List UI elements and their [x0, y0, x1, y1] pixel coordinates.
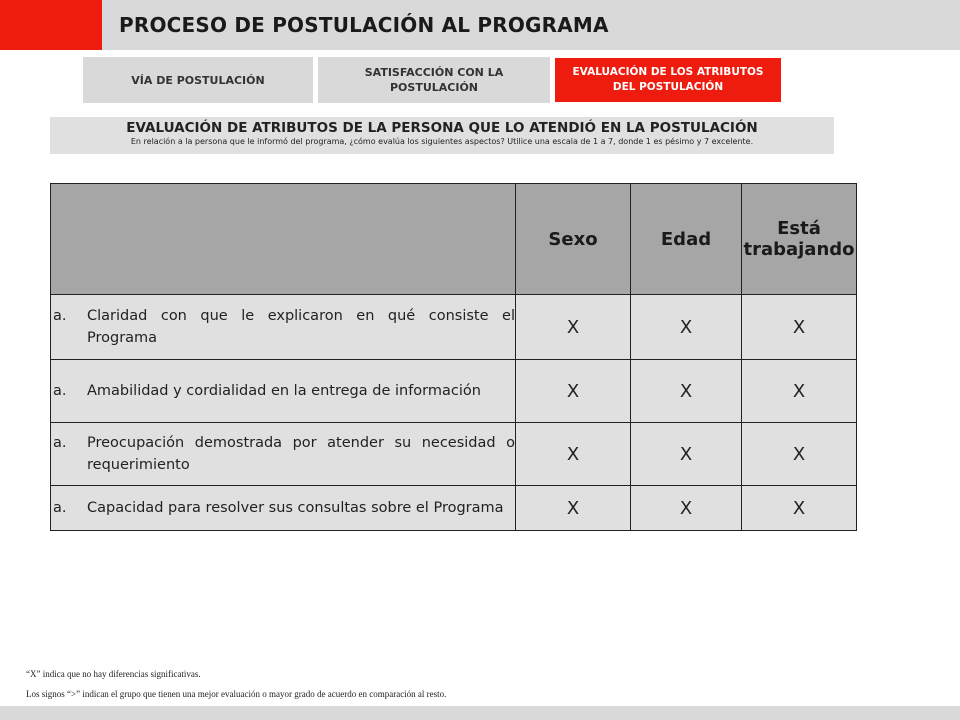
cell-sexo: X	[516, 423, 631, 486]
row-label	[51, 360, 516, 423]
table-row	[51, 423, 857, 486]
footnote-signs-meaning: Los signos “>” indican el grupo que tienen una mejor evaluación o mayor grado de acuerdo en comparación al resto.	[26, 689, 447, 699]
footnote-x-meaning: “X” indica que no hay diferencias significativas.	[26, 669, 201, 679]
attributes-table	[50, 183, 857, 531]
column-header-sexo: Sexo	[516, 184, 631, 295]
cell-edad: X	[631, 486, 742, 531]
tab-satisfaccion-postulacion[interactable]: SATISFACCIÓN CON LA POSTULACIÓN	[318, 57, 550, 103]
cell-sexo: X	[516, 486, 631, 531]
cell-esta-trabajando: X	[742, 295, 857, 360]
row-letter: a.	[53, 435, 67, 451]
cell-edad: X	[631, 360, 742, 423]
cell-esta-trabajando: X	[742, 486, 857, 531]
table-row	[51, 360, 857, 423]
row-letter: a.	[53, 308, 67, 324]
cell-edad: X	[631, 295, 742, 360]
bottom-bar	[0, 706, 960, 720]
table-header-empty	[51, 184, 516, 295]
row-label	[51, 295, 516, 360]
section-subtitle: En relación a la persona que le informó del programa, ¿cómo evalúa los siguientes aspectos? Utilice una escala de 1 a 7, donde 1 es pésimo y 7 excelente.	[130, 137, 754, 146]
cell-esta-trabajando: X	[742, 360, 857, 423]
brand-red-block	[0, 0, 102, 50]
row-text: Capacidad para resolver sus consultas sobre el Programa	[87, 500, 504, 516]
row-text: Claridad con que le explicaron en qué consiste el Programa	[87, 308, 515, 346]
section-header	[50, 117, 834, 154]
row-text: Amabilidad y cordialidad en la entrega de información	[87, 383, 481, 399]
row-letter: a.	[53, 500, 67, 516]
section-title: EVALUACIÓN DE ATRIBUTOS DE LA PERSONA QUE LO ATENDIÓ EN LA POSTULACIÓN	[126, 120, 758, 136]
table-row	[51, 295, 857, 360]
row-letter: a.	[53, 383, 67, 399]
cell-sexo: X	[516, 360, 631, 423]
row-text: Preocupación demostrada por atender su necesidad o requerimiento	[87, 435, 515, 473]
row-label	[51, 423, 516, 486]
cell-edad: X	[631, 423, 742, 486]
cell-esta-trabajando: X	[742, 423, 857, 486]
table-row	[51, 486, 857, 531]
column-header-edad: Edad	[631, 184, 742, 295]
column-header-esta-trabajando: Está trabajando	[742, 184, 857, 295]
tab-evaluacion-atributos[interactable]: EVALUACIÓN DE LOS ATRIBUTOS DEL POSTULACIÓN	[554, 57, 782, 103]
table-header-row	[51, 184, 857, 295]
tab-via-postulacion[interactable]: VÍA DE POSTULACIÓN	[83, 57, 313, 103]
row-label	[51, 486, 516, 531]
page-title: PROCESO DE POSTULACIÓN AL PROGRAMA	[119, 13, 609, 37]
cell-sexo: X	[516, 295, 631, 360]
